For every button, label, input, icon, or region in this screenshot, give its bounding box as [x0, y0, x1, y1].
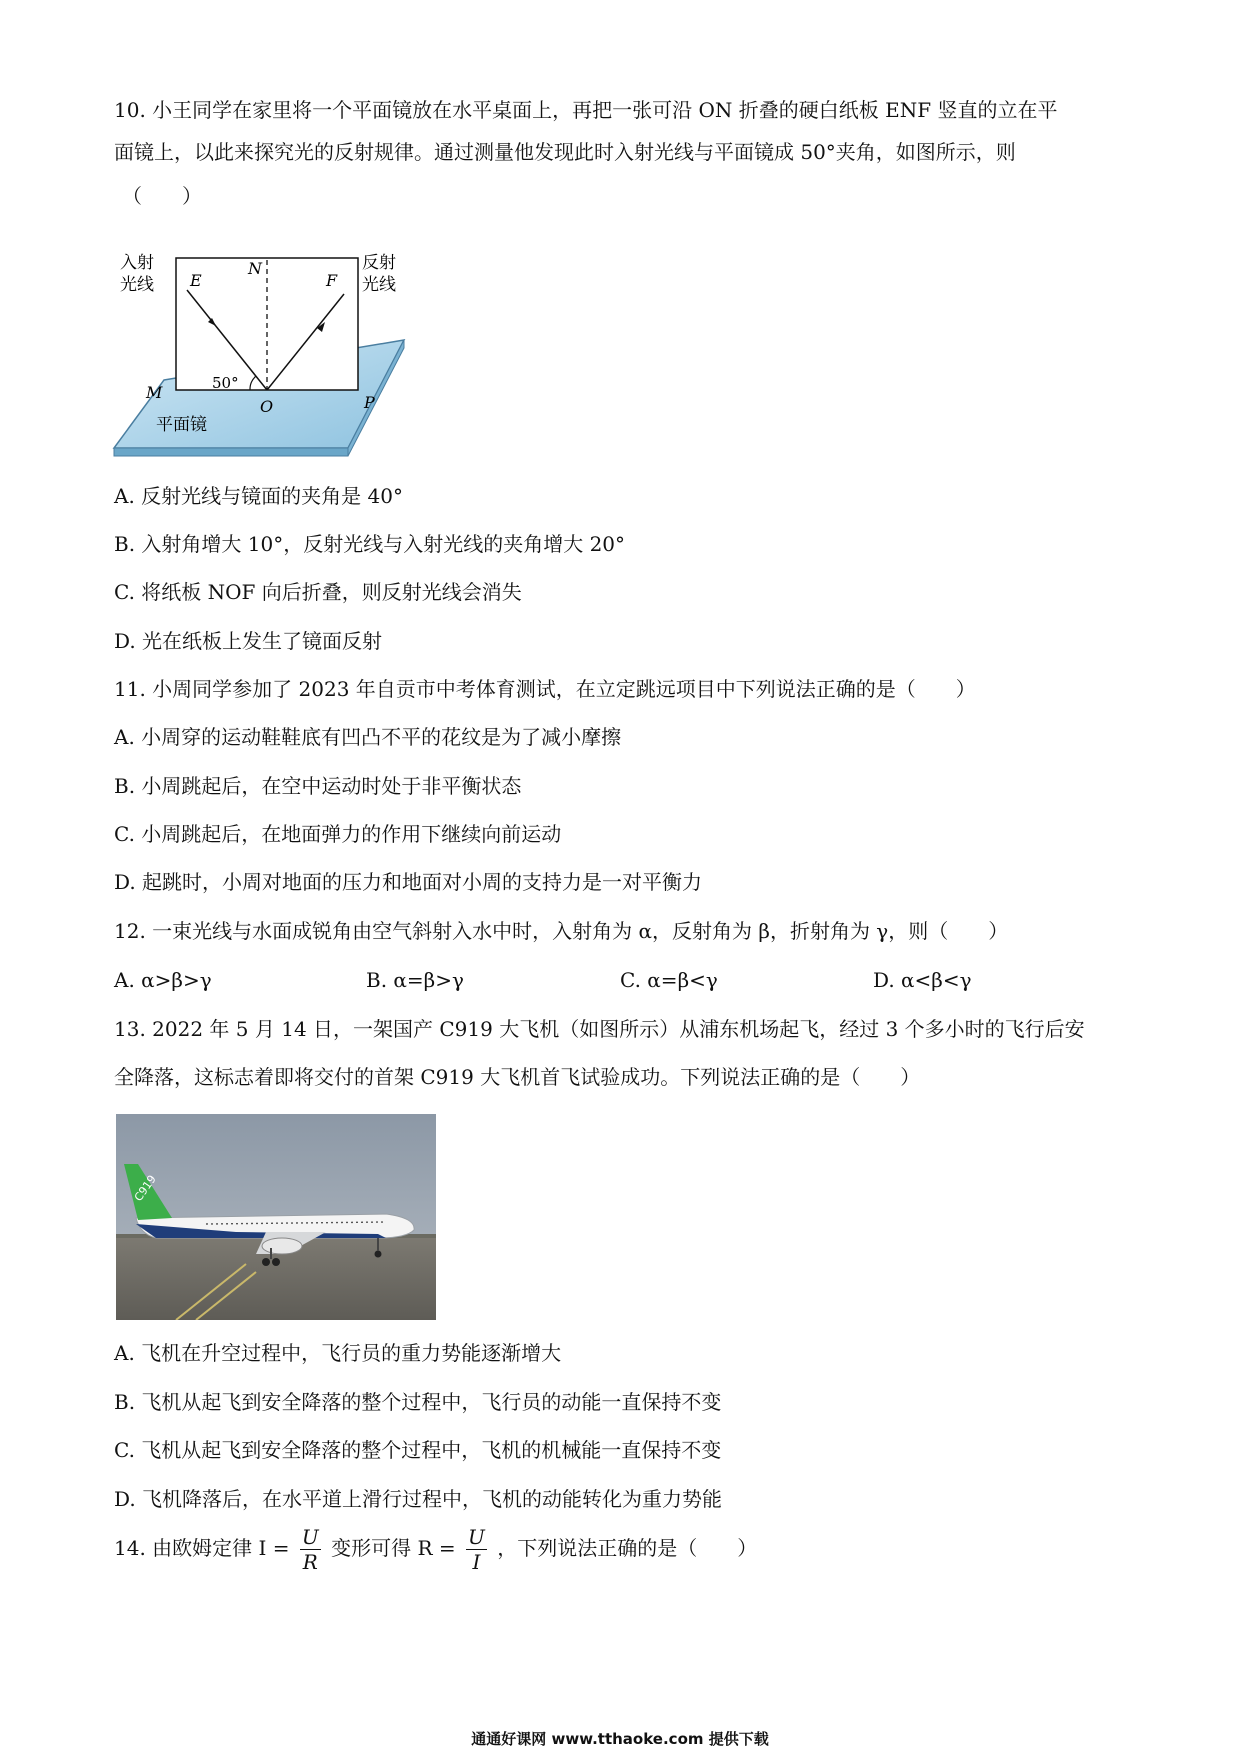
reflection-figure	[112, 248, 422, 458]
q11-option-b: B. 小周跳起后，在空中运动时处于非平衡状态	[114, 774, 522, 798]
label-mirror: 平面镜	[156, 415, 207, 435]
q11-option-a: A. 小周穿的运动鞋鞋底有凹凸不平的花纹是为了减小摩擦	[114, 725, 622, 749]
label-F: F	[326, 271, 338, 290]
label-reflect-1: 反射	[362, 253, 396, 273]
q13-stem-line1: 13. 2022 年 5 月 14 日，一架国产 C919 大飞机（如图所示）从浦东机场起飞，经过 3 个多小时的飞行后安	[114, 1017, 1085, 1041]
q14-frac2-denominator: I	[472, 1550, 481, 1574]
q14-frac2-numerator: U	[468, 1525, 485, 1549]
q14-suffix: ，下列说法正确的是（ ）	[497, 1536, 758, 1560]
q14-prefix: 14. 由欧姆定律 I =	[114, 1536, 290, 1560]
q13-option-d: D. 飞机降落后，在水平道上滑行过程中，飞机的动能转化为重力势能	[114, 1487, 723, 1511]
q12-option-b: B. α=β>γ	[366, 968, 464, 992]
q14-frac1-numerator: U	[301, 1525, 319, 1549]
q12-option-a: A. α>β>γ	[114, 968, 212, 992]
q14-fraction-1	[300, 1525, 321, 1574]
q10-stem-blank: （ ）	[122, 184, 202, 208]
label-M: M	[146, 383, 163, 402]
label-N: N	[248, 259, 262, 278]
label-reflect-2: 光线	[362, 275, 396, 295]
c919-photo	[116, 1114, 436, 1320]
q12-option-c: C. α=β<γ	[620, 968, 718, 992]
q13-option-a: A. 飞机在升空过程中，飞行员的重力势能逐渐增大	[114, 1341, 562, 1365]
q14-fraction-2	[466, 1525, 487, 1574]
label-E: E	[190, 271, 202, 290]
q11-stem: 11. 小周同学参加了 2023 年自贡市中考体育测试，在立定跳远项目中下列说法正确的是（ ）	[114, 677, 976, 701]
label-angle: 50°	[212, 374, 239, 392]
label-O: O	[260, 397, 274, 416]
q11-option-d: D. 起跳时，小周对地面的压力和地面对小周的支持力是一对平衡力	[114, 870, 703, 894]
q12-option-d: D. α<β<γ	[873, 968, 972, 992]
q13-option-c: C. 飞机从起飞到安全降落的整个过程中，飞机的机械能一直保持不变	[114, 1438, 722, 1462]
label-incident-1: 入射	[120, 253, 154, 273]
q10-stem-line2: 面镜上，以此来探究光的反射规律。通过测量他发现此时入射光线与平面镜成 50°夹角，如图所示，则	[114, 140, 1016, 164]
label-incident-2: 光线	[120, 275, 154, 295]
plane-tail-text: C919	[131, 1172, 159, 1204]
label-P: P	[364, 393, 375, 412]
q13-option-b: B. 飞机从起飞到安全降落的整个过程中，飞行员的动能一直保持不变	[114, 1390, 722, 1414]
q11-option-c: C. 小周跳起后，在地面弹力的作用下继续向前运动	[114, 822, 562, 846]
q14-frac1-denominator: R	[302, 1550, 318, 1574]
q10-option-a: A. 反射光线与镜面的夹角是 40°	[114, 484, 403, 508]
q10-option-c: C. 将纸板 NOF 向后折叠，则反射光线会消失	[114, 580, 522, 604]
page-footer: 通通好课网 www.tthaoke.com 提供下载	[471, 1730, 769, 1748]
q10-stem-line1: 10. 小王同学在家里将一个平面镜放在水平桌面上，再把一张可沿 ON 折叠的硬白纸板 ENF 竖直的立在平	[114, 98, 1058, 122]
q14-middle: 变形可得 R =	[331, 1536, 456, 1560]
q13-stem-line2: 全降落，这标志着即将交付的首架 C919 大飞机首飞试验成功。下列说法正确的是（ ）	[114, 1065, 921, 1089]
q10-option-d: D. 光在纸板上发生了镜面反射	[114, 629, 383, 653]
q14-stem	[114, 1520, 757, 1576]
q12-stem: 12. 一束光线与水面成锐角由空气斜射入水中时，入射角为 α，反射角为 β，折射角为 γ，则（ ）	[114, 919, 1009, 943]
q10-option-b: B. 入射角增大 10°，反射光线与入射光线的夹角增大 20°	[114, 532, 626, 556]
